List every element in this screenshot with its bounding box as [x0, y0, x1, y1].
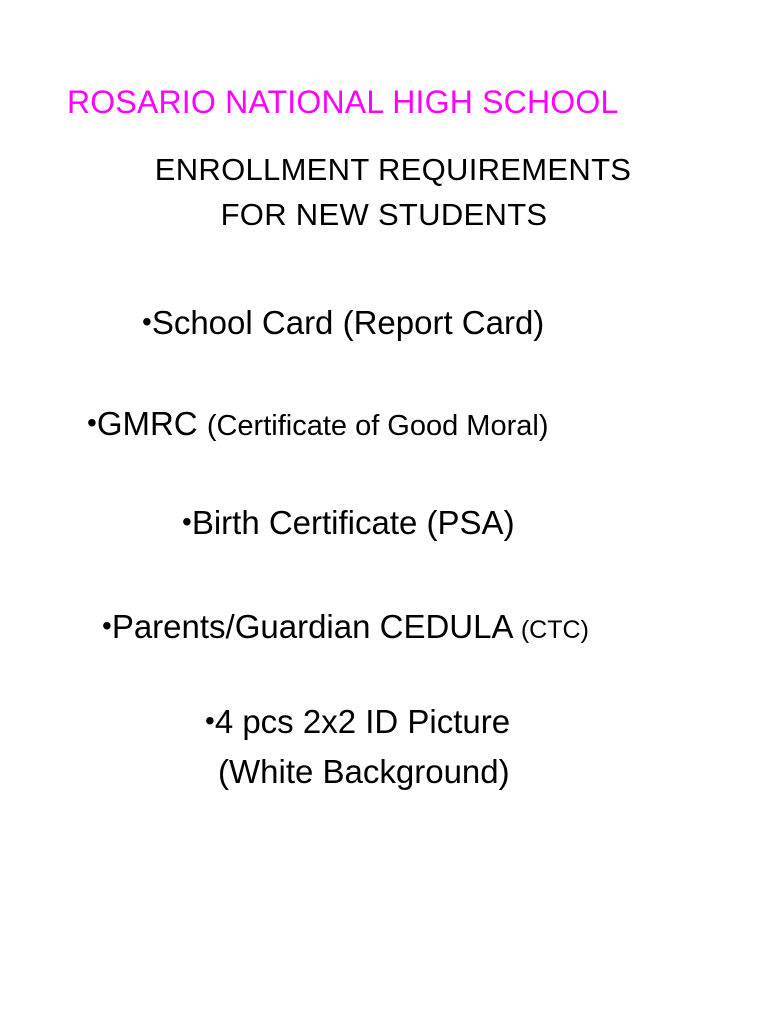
requirement-text: School Card (Report Card) — [151, 304, 545, 341]
bullet-icon: • — [87, 407, 97, 438]
bullet-icon: • — [205, 705, 215, 736]
requirement-continuation: (White Background) — [218, 753, 510, 790]
heading-line-1: ENROLLMENT REQUIREMENTS — [154, 152, 632, 187]
requirement-note: (Certificate of Good Moral) — [206, 410, 549, 442]
requirement-item — [182, 506, 515, 539]
requirement-text: 4 pcs 2x2 ID Picture — [214, 703, 511, 740]
heading-line-2: FOR NEW STUDENTS — [220, 197, 548, 232]
bullet-icon: • — [142, 306, 152, 337]
requirement-text: Parents/Guardian CEDULA — [111, 608, 521, 645]
requirement-text: GMRC — [96, 405, 207, 442]
requirement-item — [102, 610, 589, 643]
requirement-text: Birth Certificate (PSA) — [191, 504, 515, 541]
requirement-item — [142, 306, 544, 339]
bullet-icon: • — [182, 506, 192, 537]
school-name-title: ROSARIO NATIONAL HIGH SCHOOL — [67, 84, 619, 120]
bullet-icon: • — [102, 610, 112, 641]
requirement-item — [205, 705, 510, 738]
requirement-note: (CTC) — [520, 616, 589, 644]
requirement-item — [87, 407, 548, 441]
